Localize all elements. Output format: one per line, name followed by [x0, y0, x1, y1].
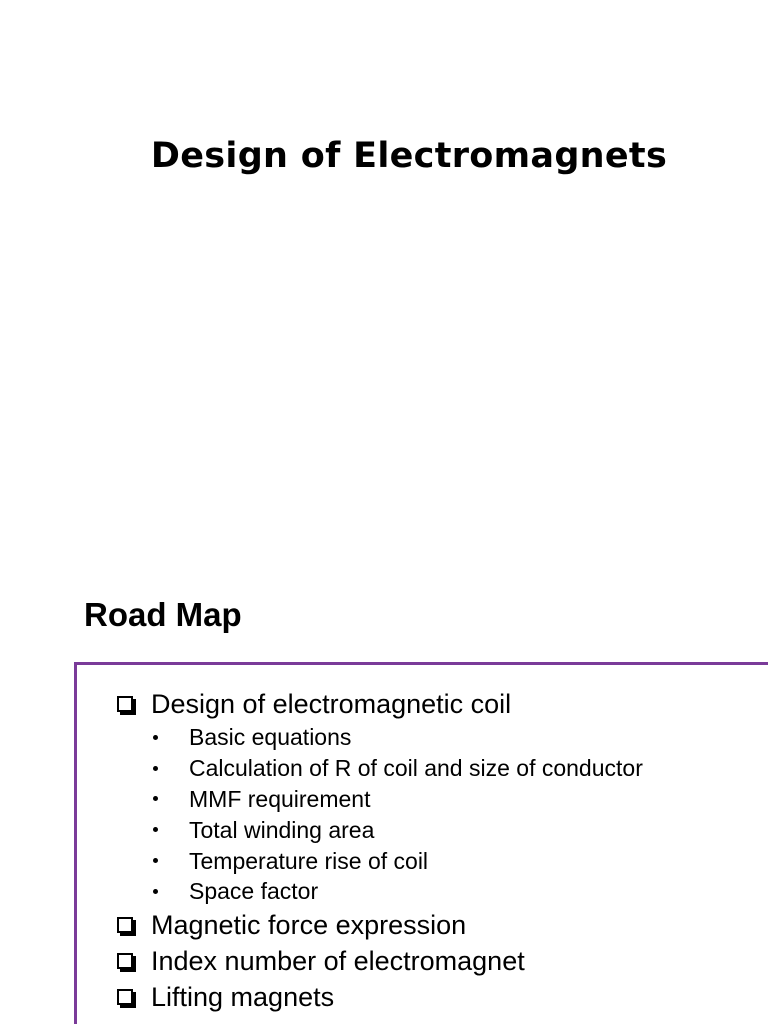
sub-item-temperature-rise	[114, 845, 754, 876]
checkbox-bullet-icon	[117, 953, 133, 969]
dot-bullet-icon	[153, 766, 158, 771]
coil-design-sublist	[114, 722, 754, 907]
sub-item-space-factor	[114, 876, 754, 907]
outline-item-label: Magnetic force expression	[151, 909, 467, 940]
outline-item-label: Lifting magnets	[151, 981, 335, 1012]
sub-item-label: Calculation of R of coil and size of conductor	[189, 755, 643, 782]
sub-item-label: Space factor	[189, 878, 319, 905]
checkbox-bullet-icon	[117, 917, 133, 933]
slide-title: Design of Electromagnets	[150, 136, 668, 176]
sub-item-label: MMF requirement	[189, 785, 371, 812]
outline-item-lifting-magnets	[114, 979, 754, 1015]
sub-item-label: Total winding area	[189, 816, 375, 843]
outline-item-index-number	[114, 943, 754, 979]
sub-item-label: Temperature rise of coil	[189, 847, 429, 874]
outline-item-label: Index number of electromagnet	[151, 945, 525, 976]
sub-item-winding-area	[114, 814, 754, 845]
sub-item-basic-equations	[114, 722, 754, 753]
sub-item-resistance-calculation	[114, 753, 754, 784]
dot-bullet-icon	[153, 889, 158, 894]
road-map-heading: Road Map	[84, 596, 242, 633]
outline-item-coil-design	[114, 686, 754, 907]
dot-bullet-icon	[153, 858, 158, 863]
dot-bullet-icon	[153, 735, 158, 740]
outline-item-magnetic-force	[114, 907, 754, 943]
outline-item-label: Design of electromagnetic coil	[151, 689, 512, 719]
dot-bullet-icon	[153, 796, 158, 801]
sub-item-label: Basic equations	[189, 724, 352, 751]
checkbox-bullet-icon	[117, 696, 133, 712]
sub-item-mmf-requirement	[114, 784, 754, 815]
checkbox-bullet-icon	[117, 989, 133, 1005]
dot-bullet-icon	[153, 827, 158, 832]
road-map-outline	[114, 686, 754, 1015]
